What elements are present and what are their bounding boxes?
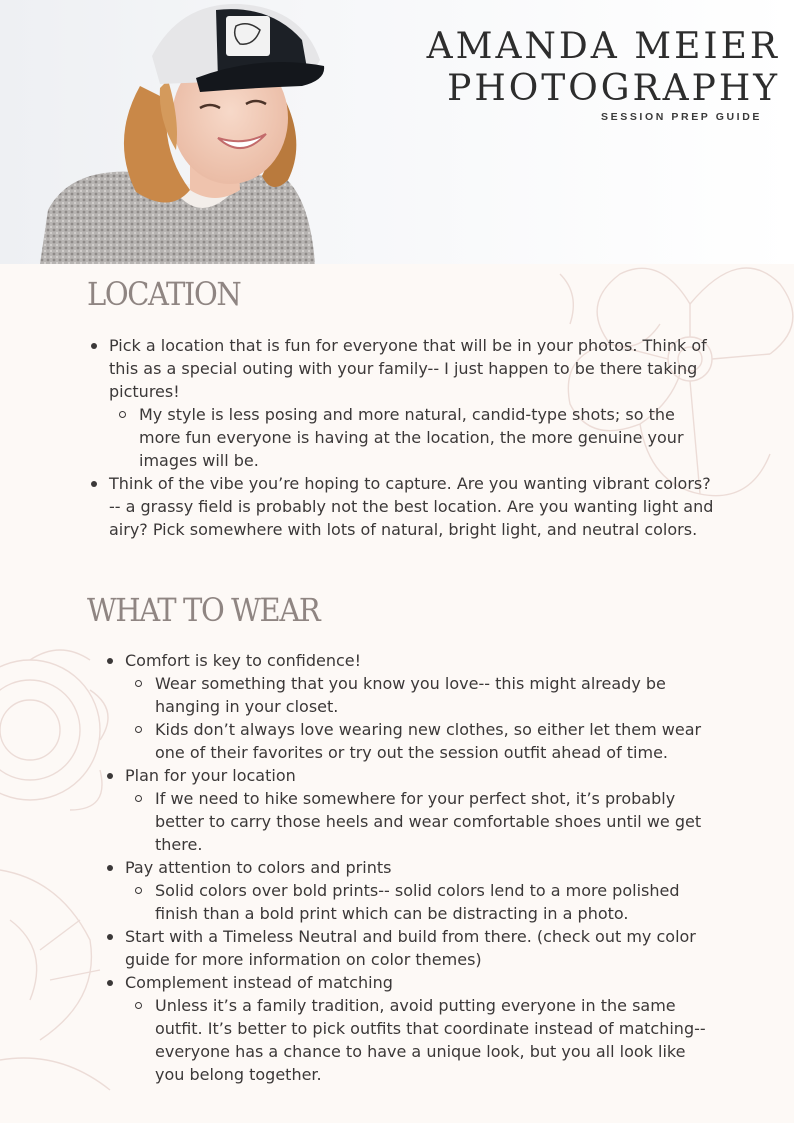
bullet-icon — [107, 773, 113, 779]
header-banner — [0, 0, 794, 264]
hollow-bullet-icon — [119, 411, 126, 418]
hollow-bullet-icon — [135, 680, 142, 687]
list-item-text: Plan for your location — [125, 766, 296, 785]
sub-list-item — [109, 403, 717, 472]
sub-list-item-text: My style is less posing and more natural, candid-type shots; so the more fun everyone is having at the location, the more genuine your images will be. — [139, 405, 684, 470]
location-list — [87, 334, 717, 541]
bullet-icon — [107, 865, 113, 871]
list-item — [103, 925, 717, 971]
sub-list-item — [125, 787, 717, 856]
sub-list-item — [125, 672, 717, 718]
sub-list-item — [125, 994, 717, 1086]
brand-subtitle: SESSION PREP GUIDE — [601, 111, 762, 123]
brand-name-line1: AMANDA MEIER — [426, 26, 780, 67]
bullet-icon — [91, 481, 97, 487]
bullet-icon — [91, 343, 97, 349]
sub-list-item — [125, 718, 717, 764]
bullet-icon — [107, 934, 113, 940]
list-item-text: Comfort is key to confidence! — [125, 651, 362, 670]
list-item-text: Pick a location that is fun for everyone that will be in your photos. Think of this as a special outing with your family-- I just happen to be there taking pictures! — [109, 336, 707, 401]
bullet-icon — [107, 658, 113, 664]
section-heading-location: LOCATION — [87, 276, 241, 313]
list-item — [103, 649, 717, 764]
section-heading-what-to-wear: WHAT TO WEAR — [87, 592, 320, 629]
hollow-bullet-icon — [135, 795, 142, 802]
sub-list-item-text: If we need to hike somewhere for your perfect shot, it’s probably better to carry those heels and wear comfortable shoes until we get there. — [155, 789, 702, 854]
sub-list-item-text: Wear something that you know you love-- this might already be hanging in your closet. — [155, 674, 666, 716]
list-item — [87, 334, 717, 472]
hollow-bullet-icon — [135, 887, 142, 894]
hollow-bullet-icon — [135, 1002, 142, 1009]
portrait-photo — [40, 0, 330, 264]
what-to-wear-list — [103, 649, 717, 1086]
list-item — [103, 764, 717, 856]
list-item-text: Start with a Timeless Neutral and build from there. (check out my color guide for more information on color themes) — [125, 927, 696, 969]
hollow-bullet-icon — [135, 726, 142, 733]
list-item-text: Think of the vibe you’re hoping to capture. Are you wanting vibrant colors? -- a grassy field is probably not the best location. Are you wanting light and airy? Pick somewhere with lots of natural, bright light, and neutral colors. — [109, 474, 714, 539]
list-item — [87, 472, 717, 541]
sub-list-item — [125, 879, 717, 925]
list-item — [103, 971, 717, 1086]
list-item — [103, 856, 717, 925]
list-item-text: Pay attention to colors and prints — [125, 858, 392, 877]
bullet-icon — [107, 980, 113, 986]
brand-name-line2: PHOTOGRAPHY — [447, 68, 780, 109]
sub-list-item-text: Kids don’t always love wearing new clothes, so either let them wear one of their favorites or try out the session outfit ahead of time. — [155, 720, 702, 762]
list-item-text: Complement instead of matching — [125, 973, 393, 992]
sub-list-item-text: Solid colors over bold prints-- solid colors lend to a more polished finish than a bold print which can be distracting in a photo. — [155, 881, 680, 923]
sub-list-item-text: Unless it’s a family tradition, avoid putting everyone in the same outfit. It’s better to pick outfits that coordinate instead of matching-- everyone has a chance to have a unique look, but you all look like you belong together. — [155, 996, 706, 1084]
brand-block — [427, 26, 780, 123]
